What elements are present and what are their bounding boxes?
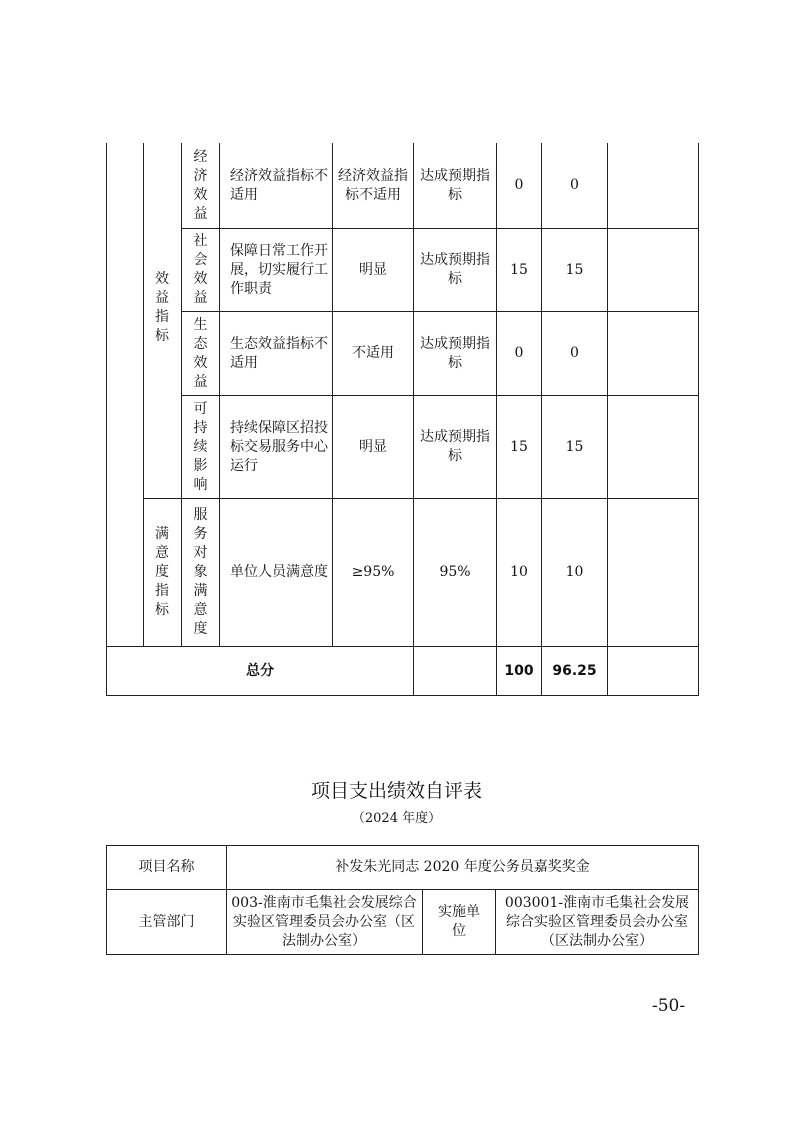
weight: 0 xyxy=(514,345,524,361)
impl-value: 003001-淮南市毛集社会发展综合实验区管理委员会办公室（区法制办公室） xyxy=(504,894,690,949)
impl-label: 实施单位 xyxy=(438,904,480,939)
score: 0 xyxy=(570,345,579,361)
weight: 0 xyxy=(514,177,524,193)
total-score: 96.25 xyxy=(552,662,597,679)
weight: 15 xyxy=(510,438,528,455)
project-name-label: 项目名称 xyxy=(138,859,195,875)
target-value: 明显 xyxy=(359,261,387,278)
actual-value: 达成预期指标 xyxy=(420,335,490,371)
target-value: 不适用 xyxy=(352,345,394,361)
indicator: 单位人员满意度 xyxy=(230,564,328,580)
score: 15 xyxy=(565,261,584,278)
score: 10 xyxy=(565,564,584,580)
project-name-value: 补发朱光同志 2020 年度公务员嘉奖奖金 xyxy=(335,859,590,875)
sub-indicator: 可持续影响 xyxy=(193,400,208,493)
form-title: 项目支出绩效自评表 xyxy=(310,780,482,802)
indicator: 生态效益指标不适用 xyxy=(230,335,328,371)
total-label: 总分 xyxy=(246,662,274,679)
weight: 10 xyxy=(510,564,528,580)
actual-value: 达成预期指标 xyxy=(420,167,490,203)
target-value: ≥95% xyxy=(351,564,395,580)
actual-value: 达成预期指标 xyxy=(420,252,490,287)
dept-label: 主管部门 xyxy=(138,913,195,930)
form-subtitle: （2024 年度） xyxy=(351,811,442,826)
sub-indicator: 经济效益 xyxy=(193,148,208,222)
indicator: 经济效益指标不适用 xyxy=(230,167,328,203)
dept-value: 003-淮南市毛集社会发展综合实验区管理委员会办公室（区法制办公室） xyxy=(231,894,417,949)
indicator: 持续保障区招投标交易服务中心运行 xyxy=(230,419,328,474)
category-satisfaction: 满意度指标 xyxy=(154,526,169,618)
indicator: 保障日常工作开展，切实履行工作职责 xyxy=(230,242,328,297)
target-value: 明显 xyxy=(359,438,387,455)
score: 0 xyxy=(570,177,579,193)
sub-indicator: 社会效益 xyxy=(193,233,208,306)
total-weight: 100 xyxy=(504,662,534,679)
score: 15 xyxy=(565,438,584,455)
category-effect: 效益指标 xyxy=(154,271,169,344)
actual-value: 达成预期指标 xyxy=(420,429,490,464)
actual-value: 95% xyxy=(439,564,471,580)
page-number: -50- xyxy=(652,996,686,1016)
weight: 15 xyxy=(510,261,528,278)
sub-indicator: 服务对象满意度 xyxy=(193,507,208,637)
target-value: 经济效益指标不适用 xyxy=(338,167,408,203)
sub-indicator: 生态效益 xyxy=(193,316,208,390)
